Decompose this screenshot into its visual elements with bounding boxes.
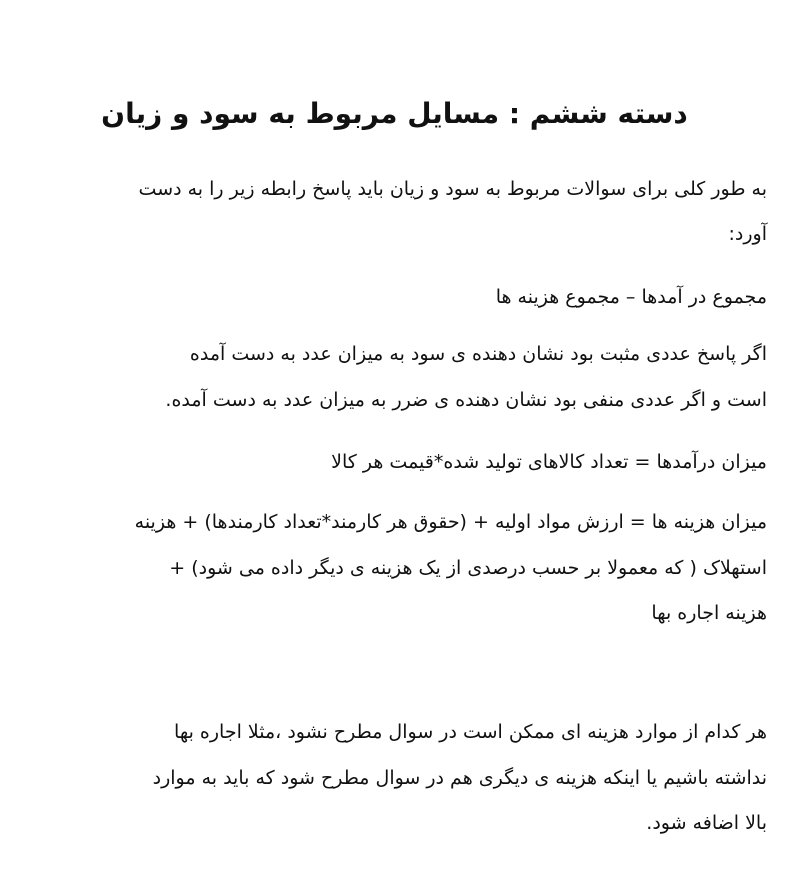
interpretation-line: اگر پاسخ عددی مثبت بود نشان دهنده ی سود به میزان عدد به دست آمده xyxy=(189,343,767,365)
cost-formula-line: هزینه اجاره بها xyxy=(651,602,767,624)
note-line: هر کدام از موارد هزینه ای ممکن است در سوال مطرح نشود ،مثلا اجاره بها xyxy=(174,721,767,743)
intro-line: به طور کلی برای سوالات مربوط به سود و زیان باید پاسخ رابطه زیر را به دست xyxy=(138,178,767,200)
interpretation-line: است و اگر عددی منفی بود نشان دهنده ی ضرر به میزان عدد به دست آمده. xyxy=(165,389,767,411)
revenue-formula: میزان درآمدها = تعداد کالاهای تولید شده*قیمت هر کالا xyxy=(331,451,767,473)
main-formula: مجموع در آمدها – مجموع هزینه ها xyxy=(495,286,767,308)
intro-line: آورد: xyxy=(728,223,767,245)
note-line: نداشته باشیم یا اینکه هزینه ی دیگری هم در سوال مطرح شود که باید به موارد xyxy=(152,767,767,789)
page-title: دسته ششم : مسایل مربوط به سود و زیان xyxy=(101,97,688,130)
cost-formula-line: استهلاک ( که معمولا بر حسب درصدی از یک هزینه ی دیگر داده می شود) + xyxy=(169,557,767,579)
cost-formula-line: میزان هزینه ها = ارزش مواد اولیه + (حقوق هر کارمند*تعداد کارمندها) + هزینه xyxy=(134,511,767,533)
note-line: بالا اضافه شود. xyxy=(646,812,767,834)
